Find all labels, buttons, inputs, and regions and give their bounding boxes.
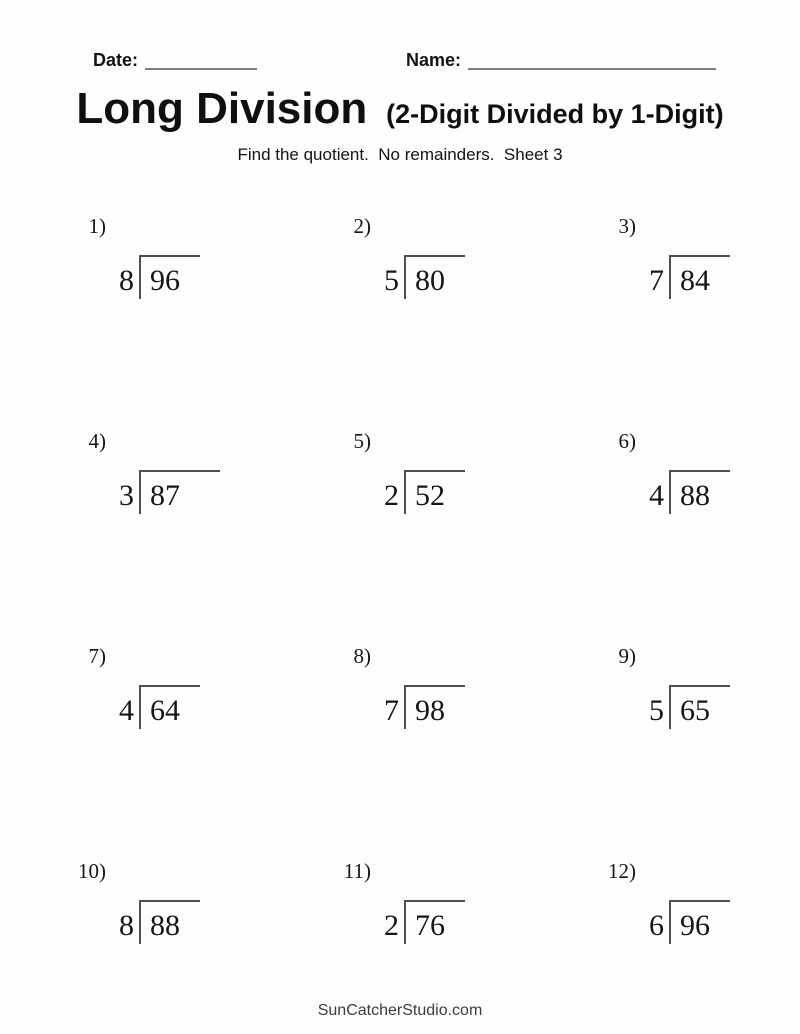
- division-expression: [630, 470, 730, 514]
- dividend-under-bracket: 52: [404, 470, 465, 514]
- division-problem: [343, 645, 608, 860]
- problem-number: 10): [78, 859, 106, 883]
- dividend-under-bracket: 88: [139, 900, 200, 944]
- date-label: Date:: [93, 50, 139, 70]
- problem-number: 8): [353, 644, 371, 668]
- division-expression: [100, 470, 220, 514]
- name-field: [406, 50, 716, 70]
- division-expression: [365, 900, 465, 944]
- problem-number: 7): [88, 644, 106, 668]
- problem-number: 4): [88, 429, 106, 453]
- division-expression: [365, 470, 465, 514]
- dividend-under-bracket: 87: [139, 470, 220, 514]
- divisor: 3: [119, 479, 134, 512]
- divisor: 6: [649, 909, 664, 942]
- division-expression: [630, 685, 730, 729]
- division-expression: [100, 900, 200, 944]
- worksheet-title: [0, 84, 800, 134]
- problem-number: 6): [618, 429, 636, 453]
- problem-number: 3): [618, 214, 636, 238]
- division-expression: [100, 685, 200, 729]
- problem-number: 5): [353, 429, 371, 453]
- problem-number: 11): [343, 859, 371, 883]
- divisor: 2: [384, 479, 399, 512]
- division-problem: [608, 645, 800, 860]
- divisor: 8: [119, 909, 134, 942]
- date-field: [93, 50, 257, 70]
- divisor: 2: [384, 909, 399, 942]
- title-main: Long Division: [76, 84, 368, 133]
- name-blank-line: [468, 52, 716, 70]
- division-expression: [630, 900, 730, 944]
- dividend-under-bracket: 96: [139, 255, 200, 299]
- dividend-under-bracket: 65: [669, 685, 730, 729]
- dividend-under-bracket: 88: [669, 470, 730, 514]
- dividend-under-bracket: 84: [669, 255, 730, 299]
- division-problem: [343, 215, 608, 430]
- divisor: 8: [119, 264, 134, 297]
- division-problem: [608, 215, 800, 430]
- problem-number: 9): [618, 644, 636, 668]
- division-problem: [78, 215, 343, 430]
- division-problem: [78, 645, 343, 860]
- division-problem: [343, 430, 608, 645]
- problem-number: 2): [353, 214, 371, 238]
- dividend-under-bracket: 64: [139, 685, 200, 729]
- division-problem: [78, 430, 343, 645]
- divisor: 7: [649, 264, 664, 297]
- title-suffix: (2-Digit Divided by 1-Digit): [386, 99, 724, 129]
- instructions-text: Find the quotient. No remainders. Sheet 3: [237, 145, 563, 164]
- dividend-under-bracket: 96: [669, 900, 730, 944]
- divisor: 5: [649, 694, 664, 727]
- problem-number: 1): [88, 214, 106, 238]
- dividend-under-bracket: 80: [404, 255, 465, 299]
- divisor: 4: [119, 694, 134, 727]
- dividend-under-bracket: 98: [404, 685, 465, 729]
- division-problem: [608, 430, 800, 645]
- division-expression: [100, 255, 200, 299]
- name-label: Name:: [406, 50, 462, 70]
- divisor: 7: [384, 694, 399, 727]
- footer-site-text: SunCatcherStudio.com: [317, 1002, 483, 1019]
- divisor: 4: [649, 479, 664, 512]
- problems-grid: [78, 215, 800, 1034]
- divisor: 5: [384, 264, 399, 297]
- division-expression: [365, 255, 465, 299]
- problem-number: 12): [608, 859, 636, 883]
- division-expression: [365, 685, 465, 729]
- division-expression: [630, 255, 730, 299]
- dividend-under-bracket: 76: [404, 900, 465, 944]
- date-blank-line: [145, 52, 257, 70]
